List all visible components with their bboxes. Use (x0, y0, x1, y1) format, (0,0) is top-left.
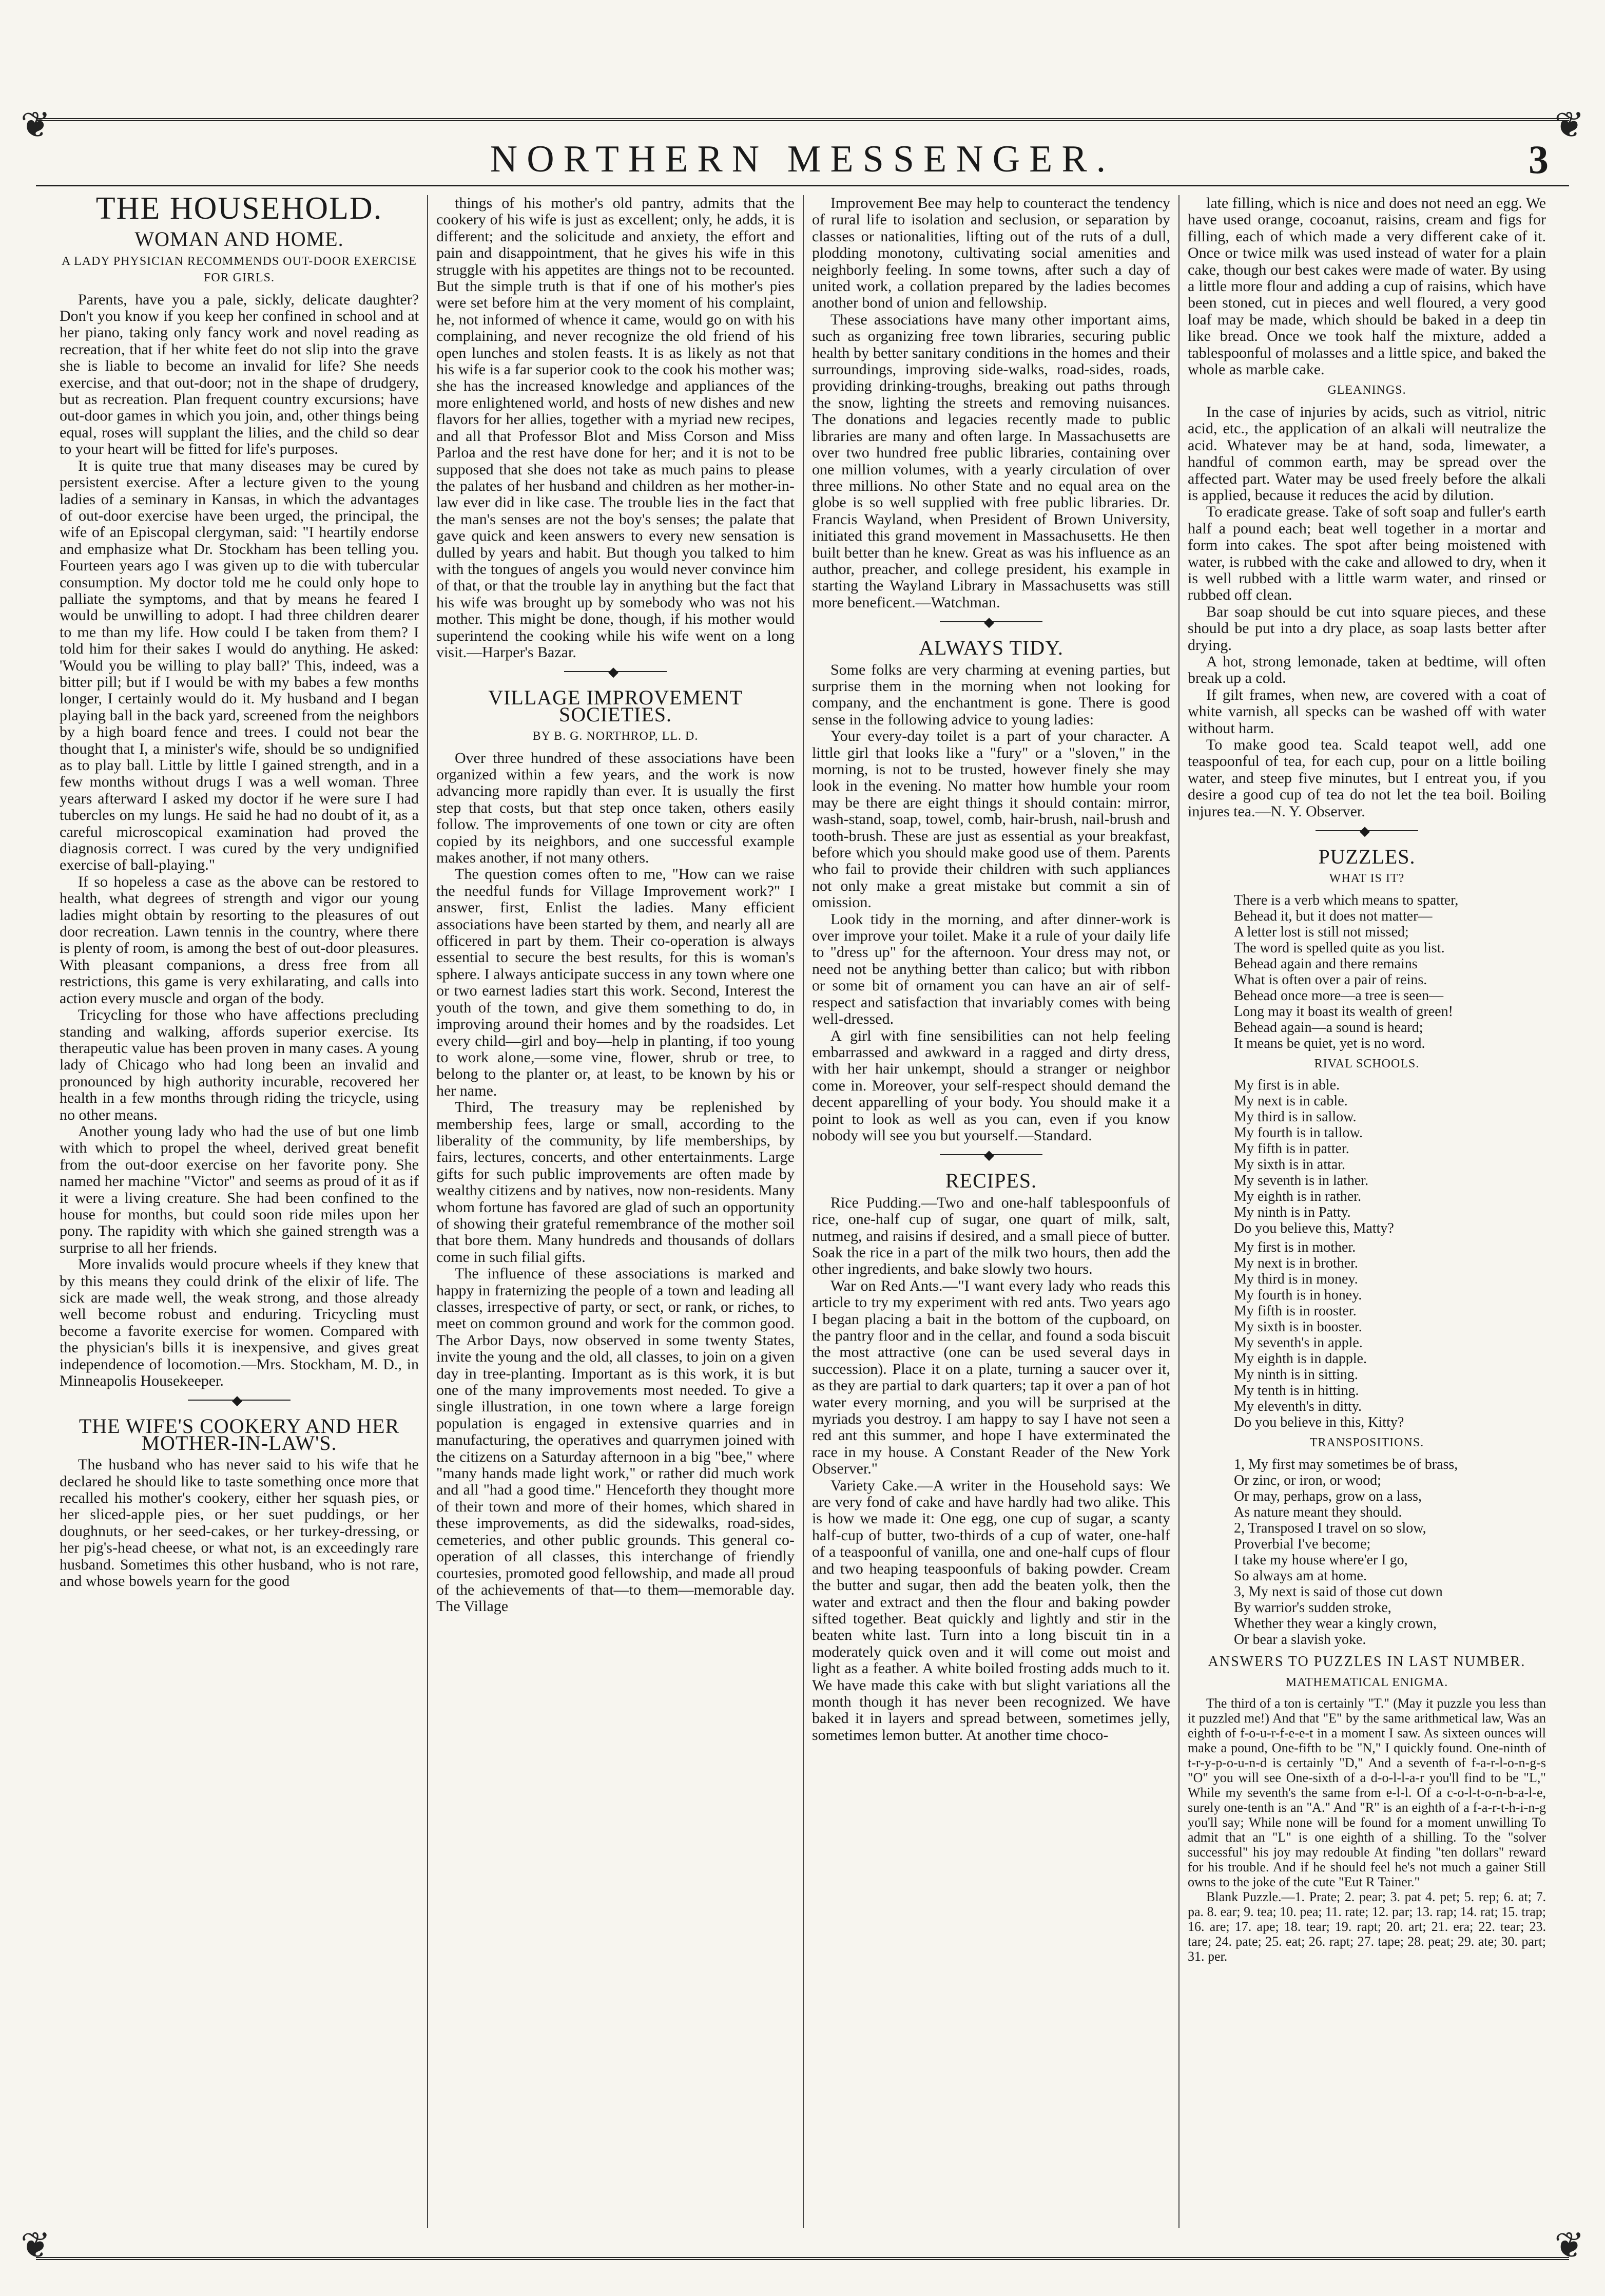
paragraph: If so hopeless a case as the above can be restored to health, what degrees of strength and vigor our young ladies might obtain by resorting to the pleasures of out door recreation. Lawn tennis in the country, where there is plenty of room, is among the best of out-door pleasures. With pleasant companions, a dress free from all restrictions, this game is very exhilarating, and calls into action every muscle and organ of the body. (60, 873, 419, 1007)
poem-line: My fourth is in honey. (1234, 1287, 1362, 1304)
column-4 (1178, 195, 1554, 2228)
divider (564, 668, 667, 675)
poem-line: Or may, perhaps, grow on a lass, (1234, 1488, 1422, 1504)
poem-line: Or zinc, or iron, or wood; (1234, 1472, 1381, 1488)
article-title: THE WIFE'S COOKERY AND HER MOTHER-IN-LAW'S. (79, 1414, 400, 1455)
article-body (60, 292, 419, 1390)
paragraph: Bar soap should be cut into square pieces, and these should be put into a dry place, as soap lasts better after drying. (1188, 603, 1546, 654)
paragraph: The question comes often to me, "How can we raise the needful funds for Village Improvement work?" I answer, first, Enlist the ladies. Many efficient associations have been started by them, and nearly all are officered in part by them. Their co-operation is always essential to secure the best results, for this is woman's sphere. I always anticipate success in any town where one or two earnest ladies start this work. Second, Interest the youth of the town, and give them something to do, in improving around their homes and by the roadsides. Let every child—girl and boy—help in planting, if too young to work alone,—some vine, flower, shrub or tree, to belong to the planter or, at least, to be known by his or her name. (436, 866, 795, 1099)
poem-line: My fourth is in tallow. (1234, 1125, 1363, 1141)
subheading: WHAT IS IT? (1329, 872, 1405, 886)
poem-line: Long may it boast its wealth of green! (1234, 1003, 1453, 1020)
poem (1234, 1457, 1546, 1648)
paragraph: The influence of these associations is marked and happy in fraternizing the people of a town and leading all classes, irrespective of party, or sect, or rank, or riches, to meet on common ground and work for the common good. The Arbor Days, now observed in some twenty States, invite the young and the old, all classes, to join on a given day in tree-planting. Important as is this work, it is but one of the many improvements most needed. To give a single illustration, in one town where a large foreign population is engaged in extensive quarries and in manufacturing, the operatives and quarrymen joined with the citizens on a Saturday afternoon in a big "bee," where "many hands made light work," or rather did much work and all "had a good time." Henceforth they thought more of their town and more of their homes, which shared in these improvements, as did the sidewalks, road-sides, cemeteries, and other public grounds. This general co-operation of all classes, this interchange of friendly courtesies, promoted good fellowship, and made all proud of the achievements of that—to them—memorable day. The Village (436, 1265, 795, 1615)
article-subtitle: A LADY PHYSICIAN RECOMMENDS OUT-DOOR EXERCISE FOR GIRLS. (62, 254, 417, 285)
poem-line: Do you believe in this, Kitty? (1234, 1414, 1404, 1431)
poem-line: My fifth is in patter. (1234, 1141, 1349, 1157)
page-number: 3 (1529, 137, 1549, 182)
paragraph: The third of a ton is certainly "T." (May it puzzle you less than it puzzled me!) And that "E" by the same arithmetical law, Was an eighth of f-o-u-r-f-e-e-t in a moment I saw. As sixteen ounces will make a pound, One-fifth to be "N," I quickly found. One-ninth of t-r-y-p-o-u-n-d is certainly "D," And a seventh of f-a-r-l-o-n-g-s "O" you will see One-sixth of a d-o-l-l-a-r you'll find to be "L," While my seventh's the same from e-l-l. Of a c-o-l-t-o-n-b-a-l-e, surely one-tenth is an "A." And "R" is an eighth of a f-a-r-t-h-i-n-g you'll say; While none will be found for a moment unwilling To admit that an "L" is one eighth of a shilling. To the "solver successful" his joy may redouble At finding "ten dollars" reward for his trouble. And if he should feel he's not much a gainer Still owns to the joke of the cute "Eut R Tainer." (1188, 1696, 1546, 1890)
paragraph: The husband who has never said to his wife that he declared he should like to taste something once more that recalled his mother's cookery, either her squash pies, or her sliced-apple pies, or her suet puddings, or her doughnuts, or her seed-cakes, or her turkey-dressing, or her pig's-head cheese, or what not, is an exceedingly rare husband. Sometimes this other husband, who is not rare, and whose bowels yearn for the good (60, 1456, 419, 1590)
paragraph: A hot, strong lemonade, taken at bedtime, will often break up a cold. (1188, 653, 1546, 687)
poem-line: My ninth is in sitting. (1234, 1367, 1358, 1383)
newspaper-title: NORTHERN MESSENGER. (490, 138, 1115, 180)
paragraph: More invalids would procure wheels if they knew that by this means they could drink of the elixir of life. The sick are made well, the weak strong, and those already well become robust and enduring. Tricycling must become a favorite exercise for women. Compared with the physician's bills it is inexpensive, and gives great independence of locomotion.—Mrs. Stockham, M. D., in Minneapolis Housekeeper. (60, 1256, 419, 1390)
poem-line: Behead again and there remains (1234, 955, 1418, 972)
paragraph: Look tidy in the morning, and after dinner-work is over improve your toilet. Make it a rule of your daily life to "dress up" for the afternoon. Your dress may not, or need not be anything better than calico; but with ribbon or some bit of ornament you can have an air of self-respect and satisfaction that invariably comes with being well-dressed. (812, 910, 1170, 1028)
divider (940, 1151, 1042, 1158)
corner-ornament-icon: ❦ (1554, 106, 1584, 145)
poem (1234, 1239, 1546, 1430)
subheading: GLEANINGS. (1327, 384, 1406, 397)
corner-ornament-icon: ❦ (1554, 2226, 1584, 2266)
paragraph: Some folks are very charming at evening parties, but surprise them in the morning when not looking for company, and the enchantment is gone. There is good sense in the following advice to young ladies: (812, 661, 1170, 728)
article-title: PUZZLES. (1318, 845, 1416, 869)
divider (188, 1396, 291, 1404)
paragraph: Another young lady who had the use of but one limb with which to propel the wheel, derived great benefit from the out-door exercise on her favorite pony. She named her machine "Victor" and seems as proud of it as if it were a living creature. She had been confined to the house for months, but could soon ride miles upon her pony. The rapidity with which she gained strength was a surprise to all her friends. (60, 1122, 419, 1256)
poem-line: What is often over a pair of reins. (1234, 971, 1427, 988)
poem-line: My next is in cable. (1234, 1093, 1348, 1109)
poem-line: I take my house where'er I go, (1234, 1552, 1408, 1568)
article-body (436, 750, 795, 1615)
poem-line: 2, Transposed I travel on so slow, (1234, 1520, 1426, 1536)
paragraph: Your every-day toilet is a part of your character. A little girl that looks like a "fury" or a "sloven," in the morning, is not to be trusted, however finely she may look in the evening. No matter how humble your room may be there are eight things it should contain: mirror, wash-stand, soap, towel, comb, hair-brush, nail-brush and tooth-brush. These are just as essential as your breakfast, before which you should make good use of them. Parents who fail to provide their children with such appliances not only make a great mistake but commit a sin of omission. (812, 728, 1170, 911)
poem-line: There is a verb which means to spatter, (1234, 892, 1459, 908)
poem-line: It means be quiet, yet is no word. (1234, 1035, 1425, 1051)
paragraph: Tricycling for those who have affections precluding standing and walking, affords superior exercise. Its therapeutic value has been proven in many cases. A young lady of Chicago who had long been an invalid and pronounced by high authority incurable, recovered her health in a few months through riding the tricycle, using no other means. (60, 1006, 419, 1123)
paragraph: Improvement Bee may help to counteract the tendency of rural life to isolation and seclusion, or separation by classes or nationalities, lifting out of the ruts of a dull, plodding monotony, cultivating social amenities and neighborly feeling. In some towns, after such a day of united work, a collation prepared by the ladies becomes another bond of union and fellowship. (812, 195, 1170, 312)
article-title: ALWAYS TIDY. (919, 636, 1063, 660)
poem-line: My eighth is in dapple. (1234, 1351, 1367, 1367)
subheading: TRANSPOSITIONS. (1309, 1436, 1424, 1450)
poem-line: My first is in able. (1234, 1077, 1340, 1094)
poem-line: Behead again—a sound is heard; (1234, 1019, 1423, 1036)
column-1 (51, 195, 427, 2228)
paragraph: If gilt frames, when new, are covered with a coat of white varnish, all specks can be washed off with water without harm. (1188, 686, 1546, 737)
article-body (812, 662, 1170, 1144)
paragraph: Parents, have you a pale, sickly, delicate daughter? Don't you know if you keep her confined in school and at her piano, taking only fancy work and novel reading as recreation, that if her white feet do not slip into the grave she is liable to become an invalid for life? She needs exercise, and that out-door; not in the shape of drudgery, but as recreation. Plan frequent country excursions; have out-door games in which you join, and, other things being equal, roses will supplant the lilies, and the child so dear to your heart will be fitted for life's purposes. (60, 291, 419, 458)
poem-line: My tenth is in hitting. (1234, 1383, 1359, 1399)
poem-line: My sixth is in attar. (1234, 1157, 1345, 1173)
paragraph: To eradicate grease. Take of soft soap and fuller's earth half a pound each; beat well together in a mortar and form into cakes. The spot after being moistened with water, is rubbed with the cake and allowed to dry, when it is well rubbed with a little warm water, and rinsed or rubbed off clean. (1188, 503, 1546, 604)
poem-line: My eighth is in rather. (1234, 1189, 1362, 1205)
paragraph: War on Red Ants.—"I want every lady who reads this article to try my experiment with red ants. Two years ago I began placing a bait in the bottom of the cupboard, on the pantry floor and in the cellar, and found a soda biscuit the most attractive (one can be used several days in succession). Place it on a plate, turning a saucer over it, as they are partial to dark quarters; tap it over a pan of hot water every morning, and you will be surprised at the myriads you destroy. I am happy to say I have not seen a red ant this summer, and hope I have exterminated the race in my house. A Constant Reader of the New York Observer." (812, 1277, 1170, 1478)
corner-ornament-icon: ❦ (21, 2226, 51, 2266)
poem-line: My third is in money. (1234, 1271, 1358, 1288)
poem-line: My third is in sallow. (1234, 1109, 1357, 1125)
poem-line: My eleventh's in ditty. (1234, 1399, 1362, 1415)
paragraph: Blank Puzzle.—1. Prate; 2. pear; 3. pat 4. pet; 5. rep; 6. at; 7. pa. 8. ear; 9. tea; 10. pea; 11. rate; 12. par; 13. rap; 14. rat; 15. trap; 16. are; 17. ape; 18. tear; 19. rapt; 20. art; 21. era; 22. tear; 23. tare; 24. pate; 25. eat; 26. rapt; 27. tape; 28. peat; 29. ate; 30. part; 31. per. (1188, 1889, 1546, 1964)
paragraph: Third, The treasury may be replenished by membership fees, large or small, according to the liberality of the community, by life memberships, by fairs, lectures, concerts, and other entertainments. Large gifts for such public improvements are often made by wealthy citizens and by natives, now non-residents. Many whom fortune has favored are glad of such an opportunity of showing their grateful remembrance of the mother soil that bore them. Many hundreds and thousands of dollars come in such filial gifts. (436, 1099, 795, 1266)
subheading: ANSWERS TO PUZZLES IN LAST NUMBER. (1208, 1653, 1526, 1670)
poem (1234, 892, 1546, 1051)
poem-line: 1, My first may sometimes be of brass, (1234, 1456, 1458, 1472)
column-3 (803, 195, 1178, 2228)
poem-line: My sixth is in booster. (1234, 1319, 1362, 1335)
poem-line: My fifth is in rooster. (1234, 1303, 1357, 1319)
poem-line: My seventh's in apple. (1234, 1335, 1363, 1351)
subheading: RIVAL SCHOOLS. (1314, 1057, 1420, 1070)
divider (940, 618, 1042, 625)
poem-line: Proverbial I've become; (1234, 1536, 1371, 1552)
article-body (1188, 404, 1546, 820)
column-2 (427, 195, 803, 2228)
poem-line: Behead once more—a tree is seen— (1234, 987, 1444, 1004)
poem-line: My seventh is in lather. (1234, 1173, 1369, 1189)
poem-line: Whether they wear a kingly crown, (1234, 1615, 1437, 1632)
paragraph: Rice Pudding.—Two and one-half tablespoonfuls of rice, one-half cup of sugar, one quart of milk, salt, nutmeg, and raisins if desired, and a small piece of butter. Soak the rice in a part of the milk two hours, then add the other ingredients, and bake slowly two hours. (812, 1194, 1170, 1278)
article-title: RECIPES. (945, 1169, 1037, 1193)
paragraph: To make good tea. Scald teapot well, add one teaspoonful of tea, for each cup, pour on a little boiling water, and steep five minutes, but I entreat you, if you desire a good cup of tea do not let the tea boil. Boiling injures tea.—N. Y. Observer. (1188, 736, 1546, 820)
subheading: MATHEMATICAL ENIGMA. (1285, 1676, 1448, 1690)
article-title: WOMAN AND HOME. (134, 227, 344, 251)
corner-ornament-icon: ❦ (21, 106, 51, 145)
poem-line: Do you believe this, Matty? (1234, 1220, 1394, 1237)
poem-line: Or bear a slavish yoke. (1234, 1631, 1366, 1648)
article-body (60, 1457, 419, 1590)
article-byline: BY B. G. NORTHROP, LL. D. (532, 730, 699, 743)
section-heading: THE HOUSEHOLD. (95, 195, 383, 226)
poem-line: A letter lost is still not missed; (1234, 924, 1409, 940)
paragraph: It is quite true that many diseases may be cured by persistent exercise. After a lecture given to the young ladies of a seminary in Kansas, in which the advantages of out-door exercise have been urged, the principal, the wife of an Episcopal clergyman, said: "I heartily endorse and emphasize what Dr. Stockham has been telling you. Fourteen years ago I was given up to die with tubercular consumption. My doctor told me he could only hope to palliate the symptoms, and that by means he feared I would be unwilling to adopt. I had three children dearer to me than my life. How could I be taken from them? I told him for their sakes I would do anything. He asked: 'Would you be willing to play ball?' This, indeed, was a bitter pill; but if I would be with my babes a few months longer, I certainly would do it. My husband and I began playing ball in the back yard, screened from the neighbors by a high board fence and trees. I could not bear the thought that I, a minister's wife, should be so undignified as to play ball. Little by little I gained strength, and in a few months without drugs I was a well woman. Three years afterward I asked my doctor if he were sure I had tubercles on my lungs. He said he had no doubt of it, as a careful microscopical examination had proved the diagnosis correct. I was cured by the very undignified exercise of ball-playing." (60, 457, 419, 874)
poem-line: My first is in mother. (1234, 1239, 1356, 1256)
poem-line: My next is in brother. (1234, 1255, 1358, 1272)
article-body (812, 1195, 1170, 1744)
paragraph: Variety Cake.—A writer in the Household says: We are very fond of cake and have hardly had two alike. This is how we made it: One egg, one cup of sugar, a scanty half-cup of butter, two-thirds of a cup of water, one-half of a teaspoonful of vanilla, one and one-half cups of flour and two heaping teaspoonfuls of baking powder. Cream the butter and sugar, then add the beaten yolk, then the water and extract and then the flour and baking powder sifted together. Beat quickly and lightly and stir in the beaten white last. Turn into a long biscuit tin in a moderately quick oven and it will come out moist and light as a feather. A white boiled frosting adds much to it. We have made this cake with but slight variations all the month though it has never been recognized. We have baked it in layers and spread between, sometimes jelly, sometimes lemon butter. At another time choco- (812, 1477, 1170, 1744)
article-body (436, 195, 795, 661)
poem (1234, 1077, 1546, 1236)
paragraph: A girl with fine sensibilities can not help feeling embarrassed and awkward in a ragged and dirty dress, with her hair unkempt, should a stranger or neighbor come in. Moreover, your self-respect should demand the decent apparelling of your body. You should make it a point to look as well as you can, even if you know nobody will see you but yourself.—Standard. (812, 1027, 1170, 1144)
poem-line: As nature meant they should. (1234, 1504, 1402, 1520)
poem-line: By warrior's sudden stroke, (1234, 1599, 1391, 1616)
article-body (1188, 195, 1546, 378)
poem-line: The word is spelled quite as you list. (1234, 940, 1445, 956)
poem-line: Behead it, but it does not matter— (1234, 908, 1433, 924)
masthead (36, 128, 1569, 186)
paragraph: Over three hundred of these associations have been organized within a few years, and the work is now advancing more rapidly than ever. It is usually the first step that costs, but that step once taken, others easily follow. The improvements of one town or city are often copied by its neighbors, and one successful example makes another, if not many others. (436, 749, 795, 867)
poem-line: So always am at home. (1234, 1567, 1367, 1584)
page-columns (51, 195, 1555, 2228)
poem-line: 3, My next is said of those cut down (1234, 1583, 1443, 1600)
poem-line: My ninth is in Patty. (1234, 1204, 1351, 1221)
paragraph: late filling, which is nice and does not need an egg. We have used orange, cocoanut, raisins, cream and figs for filling, each of which made a very different cake of it. Once or twice milk was used instead of water for a plain cake, though our best cakes were made of water. By using a little more flour and adding a cup of raisins, which have been stoned, cut in pieces and well floured, a very good loaf may be made, which should be baked in a deep tin like bread. Once we took half the mixture, added a tablespoonful of molasses and a little spice, and baked the whole as marble cake. (1188, 195, 1546, 378)
article-body (812, 195, 1170, 611)
article-title: VILLAGE IMPROVEMENT SOCIETIES. (488, 686, 743, 726)
paragraph: In the case of injuries by acids, such as vitriol, nitric acid, etc., the application of an alkali will neutralize the acid. Whatever may be at hand, soda, limewater, a handful of common earth, may be spread over the affected part. Water may be used freely before the alkali is applied, because it reduces the acid by dilution. (1188, 403, 1546, 504)
paragraph: These associations have many other important aims, such as organizing free town libraries, securing public health by better sanitary conditions in the homes and their surroundings, improving side-walks, road-sides, roads, providing drinking-troughs, breaking out paths through the snow, lighting the streets and removing nuisances. The donations and legacies recently made to public libraries are many and often large. In Massachusetts are over two hundred free public libraries, containing over one million volumes, with a yearly circulation of over three millions. No other State and no equal area on the globe is so well supplied with free public libraries. Dr. Francis Wayland, when President of Brown University, initiated this grand movement in Massachusetts. He then built better than he knew. Great as was his influence as an author, preacher, and college president, his example in starting the Wayland Library in Massachusetts was still more beneficent.—Watchman. (812, 311, 1170, 611)
paragraph: things of his mother's old pantry, admits that the cookery of his wife is just as excellent; only, he adds, it is different; and the solicitude and anxiety, the effort and pain and disappointment, that he gives his wife in this struggle with his appetites are things not to be recounted. But the simple truth is that if one of his mother's pies were set before him at the very moment of his complaint, he, not informed of whence it came, would go on with his complaining, and never recognize the old friend of his open lunches and stolen feasts. It is as likely as not that his wife is a far superior cook to the cook his mother was; she has the increased knowledge and appliances of the more enlightened world, and hosts of new dishes and new flavors for her allies, together with a myriad new recipes, and all that Professor Blot and Miss Corson and Miss Parloa and the rest have done for her; and it is not to be supposed that she does not take as much pains to please the palates of her husband and children as her mother-in-law ever did in like case. The trouble lies in the fact that the man's senses are not the boy's senses; the palate that gave quick and keen answers to every new sensation is dulled by years and habit. But though you talked to him with the tongues of angels you would never convince him of that, or that the trouble lay in anything but the fact that his wife was brought up by somebody who was not his mother. This might be done, though, if his mother would superintend the cooking while his wife went on a long visit.—Harper's Bazar. (436, 195, 795, 661)
divider (1316, 827, 1418, 834)
